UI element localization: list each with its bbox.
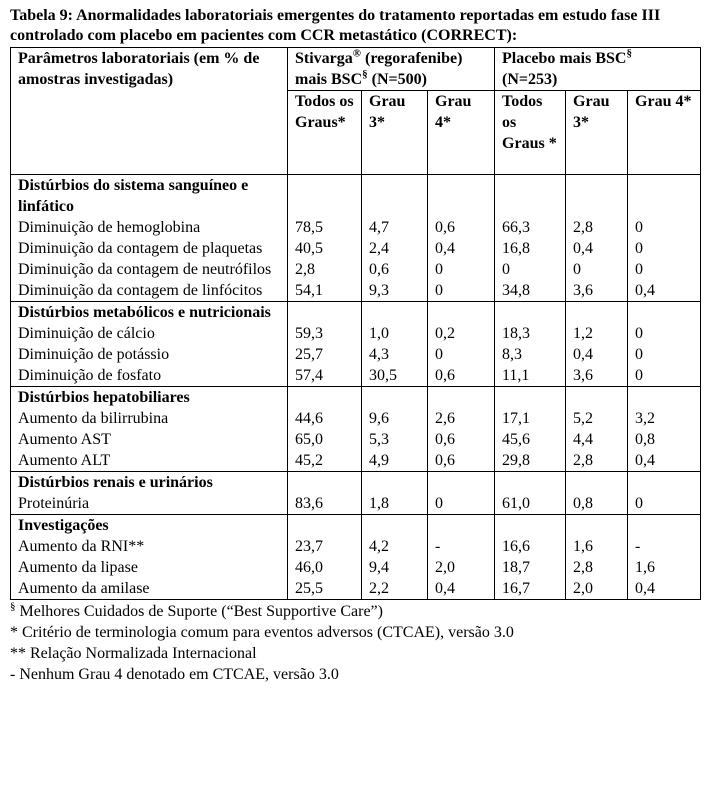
row-value: 46,0 bbox=[288, 557, 362, 578]
row-value: 4,7 bbox=[362, 217, 428, 238]
section-title-empty-cell bbox=[495, 175, 566, 218]
row-value: 83,6 bbox=[288, 493, 362, 515]
section-title-empty-cell bbox=[288, 175, 362, 218]
row-value: 4,9 bbox=[362, 450, 428, 472]
row-label: Diminuição de fosfato bbox=[11, 365, 288, 387]
table-row bbox=[11, 450, 701, 472]
table-row bbox=[11, 493, 701, 515]
row-value: 0,4 bbox=[566, 344, 628, 365]
row-value: 0 bbox=[628, 238, 701, 259]
row-value: 2,8 bbox=[566, 217, 628, 238]
header-stiv-todos: Todos os Graus* bbox=[288, 91, 362, 175]
table-row bbox=[11, 344, 701, 365]
header-stiv-grau4: Grau 4* bbox=[428, 91, 495, 175]
row-label: Aumento da RNI** bbox=[11, 536, 288, 557]
section-title-empty-cell bbox=[362, 175, 428, 218]
section-title-row bbox=[11, 515, 701, 537]
row-label: Diminuição de hemoglobina bbox=[11, 217, 288, 238]
section-title-empty-cell bbox=[288, 515, 362, 537]
row-value: 61,0 bbox=[495, 493, 566, 515]
table-row bbox=[11, 536, 701, 557]
row-label: Aumento da bilirrubina bbox=[11, 408, 288, 429]
header-plac-grau3: Grau 3* bbox=[566, 91, 628, 175]
row-value: 0 bbox=[428, 493, 495, 515]
section-title-empty-cell bbox=[288, 472, 362, 494]
section-title-empty-cell bbox=[628, 302, 701, 324]
table-row bbox=[11, 238, 701, 259]
row-value: 4,3 bbox=[362, 344, 428, 365]
section-title-empty-cell bbox=[566, 387, 628, 409]
header-stivarga: Stivarga® (regorafenibe) mais BSC§ (N=500) bbox=[288, 48, 495, 91]
row-label: Aumento da amilase bbox=[11, 578, 288, 600]
row-value: 2,0 bbox=[566, 578, 628, 600]
header-stiv-grau3: Grau 3* bbox=[362, 91, 428, 175]
table-row bbox=[11, 217, 701, 238]
section-title-empty-cell bbox=[566, 515, 628, 537]
header-plac-grau4: Grau 4* bbox=[628, 91, 701, 175]
row-value: 2,4 bbox=[362, 238, 428, 259]
row-label: Aumento ALT bbox=[11, 450, 288, 472]
footnote-ctcae: * Critério de terminologia comum para eventos adversos (CTCAE), versão 3.0 bbox=[10, 624, 514, 641]
row-value: 45,6 bbox=[495, 429, 566, 450]
row-value: 2,8 bbox=[566, 557, 628, 578]
row-value: 0,4 bbox=[428, 238, 495, 259]
section-title: Distúrbios do sistema sanguíneo e linfático bbox=[11, 175, 288, 218]
row-value: 1,2 bbox=[566, 323, 628, 344]
row-value: 11,1 bbox=[495, 365, 566, 387]
section-title: Investigações bbox=[11, 515, 288, 537]
row-label: Diminuição da contagem de linfócitos bbox=[11, 280, 288, 302]
lab-abnormalities-table bbox=[10, 47, 701, 600]
section-title-empty-cell bbox=[628, 175, 701, 218]
section-title-empty-cell bbox=[566, 175, 628, 218]
row-value: 1,0 bbox=[362, 323, 428, 344]
row-value: 23,7 bbox=[288, 536, 362, 557]
section-title-empty-cell bbox=[288, 302, 362, 324]
table-row bbox=[11, 408, 701, 429]
row-value: 78,5 bbox=[288, 217, 362, 238]
row-value: 0,6 bbox=[362, 259, 428, 280]
row-value: 40,5 bbox=[288, 238, 362, 259]
row-value: 16,7 bbox=[495, 578, 566, 600]
row-value: 0,4 bbox=[428, 578, 495, 600]
row-value: 0,2 bbox=[428, 323, 495, 344]
section-title-empty-cell bbox=[495, 515, 566, 537]
row-label: Diminuição da contagem de neutrófilos bbox=[11, 259, 288, 280]
row-value: 0,6 bbox=[428, 365, 495, 387]
section-title-empty-cell bbox=[495, 302, 566, 324]
row-value: 25,5 bbox=[288, 578, 362, 600]
table-row bbox=[11, 259, 701, 280]
row-value: - bbox=[428, 536, 495, 557]
section-title-empty-cell bbox=[362, 472, 428, 494]
section-title-empty-cell bbox=[428, 175, 495, 218]
row-value: - bbox=[628, 536, 701, 557]
section-title-row bbox=[11, 472, 701, 494]
row-value: 16,6 bbox=[495, 536, 566, 557]
row-label: Aumento AST bbox=[11, 429, 288, 450]
section-title-empty-cell bbox=[628, 472, 701, 494]
section-title: Distúrbios hepatobiliares bbox=[11, 387, 288, 409]
row-value: 0 bbox=[628, 365, 701, 387]
row-value: 0,8 bbox=[628, 429, 701, 450]
table-caption: Tabela 9: Anormalidades laboratoriais emergentes do tratamento reportadas em estudo fase III controlado com placebo em pacientes com CCR metastático (CORRECT): bbox=[10, 7, 661, 44]
section-title-empty-cell bbox=[362, 387, 428, 409]
table-row bbox=[11, 578, 701, 600]
row-label: Diminuição de cálcio bbox=[11, 323, 288, 344]
row-value: 16,8 bbox=[495, 238, 566, 259]
row-value: 1,6 bbox=[566, 536, 628, 557]
row-value: 3,6 bbox=[566, 365, 628, 387]
row-value: 65,0 bbox=[288, 429, 362, 450]
row-value: 3,6 bbox=[566, 280, 628, 302]
row-value: 0 bbox=[428, 280, 495, 302]
section-title-row bbox=[11, 175, 701, 218]
section-title-empty-cell bbox=[428, 302, 495, 324]
row-label: Proteinúria bbox=[11, 493, 288, 515]
section-title-empty-cell bbox=[288, 387, 362, 409]
row-value: 29,8 bbox=[495, 450, 566, 472]
row-value: 4,4 bbox=[566, 429, 628, 450]
row-value: 0 bbox=[566, 259, 628, 280]
row-value: 0 bbox=[628, 259, 701, 280]
row-value: 0 bbox=[428, 344, 495, 365]
footnotes bbox=[10, 601, 700, 685]
header-row-groups bbox=[11, 48, 701, 91]
row-label: Aumento da lipase bbox=[11, 557, 288, 578]
row-value: 18,7 bbox=[495, 557, 566, 578]
row-label: Diminuição de potássio bbox=[11, 344, 288, 365]
footnote-no-grade4: - Nenhum Grau 4 denotado em CTCAE, versão 3.0 bbox=[10, 666, 339, 683]
section-title-row bbox=[11, 302, 701, 324]
section-title: Distúrbios renais e urinários bbox=[11, 472, 288, 494]
row-value: 1,6 bbox=[628, 557, 701, 578]
table-row bbox=[11, 557, 701, 578]
row-value: 0 bbox=[495, 259, 566, 280]
section-title-empty-cell bbox=[566, 302, 628, 324]
section-title-empty-cell bbox=[428, 387, 495, 409]
row-value: 0,4 bbox=[628, 450, 701, 472]
row-value: 30,5 bbox=[362, 365, 428, 387]
section-title-empty-cell bbox=[495, 472, 566, 494]
row-value: 57,4 bbox=[288, 365, 362, 387]
document bbox=[10, 6, 700, 685]
row-value: 1,8 bbox=[362, 493, 428, 515]
row-value: 18,3 bbox=[495, 323, 566, 344]
section-title-empty-cell bbox=[628, 515, 701, 537]
table-row bbox=[11, 365, 701, 387]
row-value: 45,2 bbox=[288, 450, 362, 472]
row-value: 9,4 bbox=[362, 557, 428, 578]
section-title-row bbox=[11, 387, 701, 409]
row-value: 0,4 bbox=[628, 578, 701, 600]
row-value: 2,0 bbox=[428, 557, 495, 578]
section-title-empty-cell bbox=[428, 515, 495, 537]
row-value: 0,6 bbox=[428, 217, 495, 238]
row-value: 8,3 bbox=[495, 344, 566, 365]
row-value: 0 bbox=[428, 259, 495, 280]
row-value: 2,2 bbox=[362, 578, 428, 600]
row-value: 44,6 bbox=[288, 408, 362, 429]
row-value: 0,6 bbox=[428, 429, 495, 450]
row-value: 9,3 bbox=[362, 280, 428, 302]
row-value: 5,2 bbox=[566, 408, 628, 429]
header-plac-todos: Todos os Graus * bbox=[495, 91, 566, 175]
row-value: 25,7 bbox=[288, 344, 362, 365]
row-value: 2,8 bbox=[288, 259, 362, 280]
header-placebo: Placebo mais BSC§ (N=253) bbox=[495, 48, 701, 91]
row-value: 34,8 bbox=[495, 280, 566, 302]
row-value: 54,1 bbox=[288, 280, 362, 302]
section-title-empty-cell bbox=[628, 387, 701, 409]
row-value: 3,2 bbox=[628, 408, 701, 429]
row-value: 4,2 bbox=[362, 536, 428, 557]
section-title: Distúrbios metabólicos e nutricionais bbox=[11, 302, 288, 324]
header-param: Parâmetros laboratoriais (em % de amostras investigadas) bbox=[11, 48, 288, 175]
row-value: 0 bbox=[628, 493, 701, 515]
row-value: 17,1 bbox=[495, 408, 566, 429]
section-title-empty-cell bbox=[428, 472, 495, 494]
section-title-empty-cell bbox=[362, 515, 428, 537]
row-value: 5,3 bbox=[362, 429, 428, 450]
footnote-bsc: § Melhores Cuidados de Suporte (“Best Supportive Care”) bbox=[10, 600, 383, 620]
row-value: 0,8 bbox=[566, 493, 628, 515]
row-value: 0 bbox=[628, 217, 701, 238]
row-value: 9,6 bbox=[362, 408, 428, 429]
row-value: 2,6 bbox=[428, 408, 495, 429]
row-value: 59,3 bbox=[288, 323, 362, 344]
row-value: 2,8 bbox=[566, 450, 628, 472]
row-value: 0,6 bbox=[428, 450, 495, 472]
footnote-rni: ** Relação Normalizada Internacional bbox=[10, 645, 257, 662]
section-title-empty-cell bbox=[362, 302, 428, 324]
section-title-empty-cell bbox=[566, 472, 628, 494]
row-value: 0,4 bbox=[566, 238, 628, 259]
row-value: 0 bbox=[628, 323, 701, 344]
table-row bbox=[11, 323, 701, 344]
row-label: Diminuição da contagem de plaquetas bbox=[11, 238, 288, 259]
table-row bbox=[11, 429, 701, 450]
table-row bbox=[11, 280, 701, 302]
section-title-empty-cell bbox=[495, 387, 566, 409]
row-value: 0,4 bbox=[628, 280, 701, 302]
row-value: 0 bbox=[628, 344, 701, 365]
row-value: 66,3 bbox=[495, 217, 566, 238]
